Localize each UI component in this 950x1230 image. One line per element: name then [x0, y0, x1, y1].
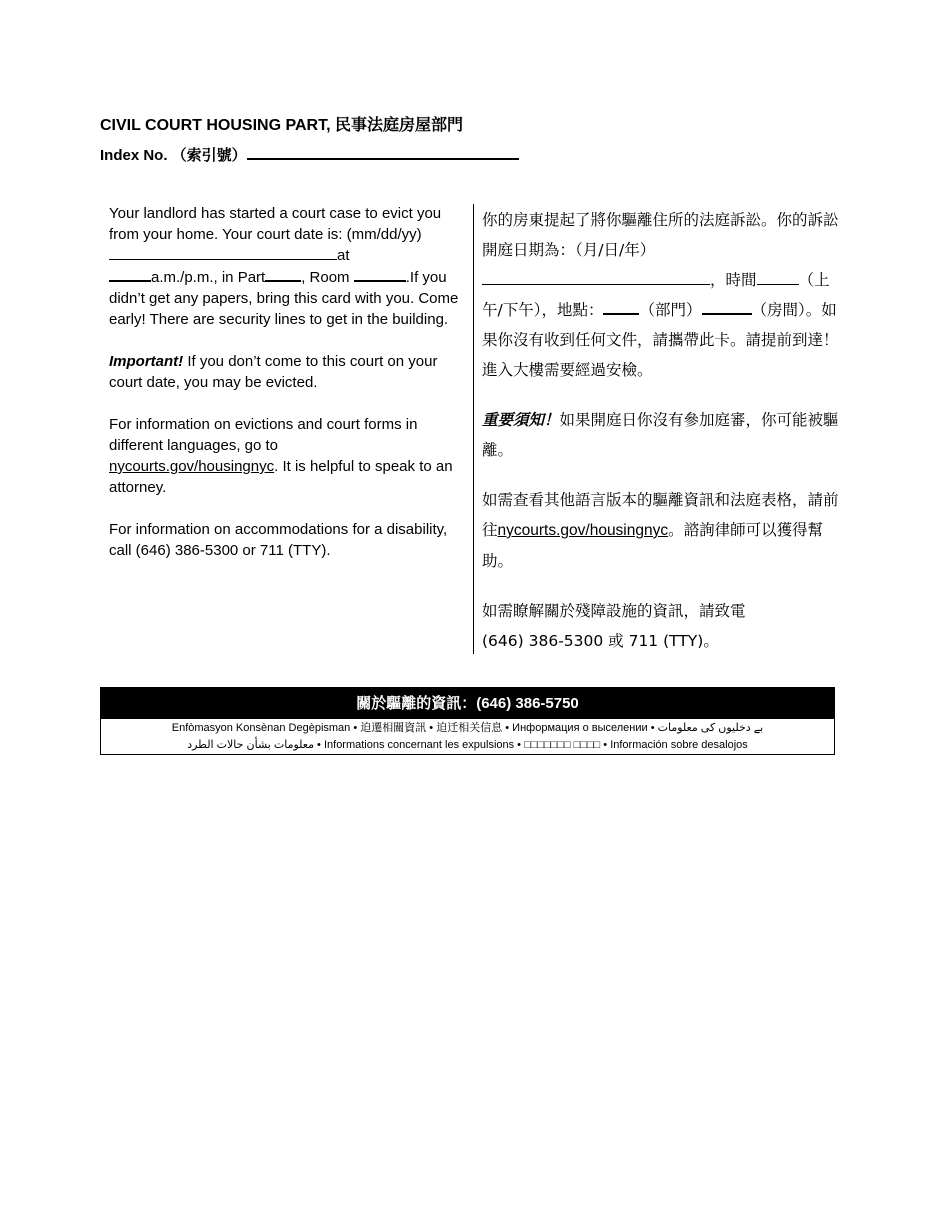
index-number-row — [100, 144, 519, 165]
at-label: at — [337, 247, 350, 264]
english-column — [109, 203, 465, 582]
info-paragraph — [109, 414, 465, 498]
zh-important-text: 如果開庭日你沒有參加庭審，你可能被驅離。 — [482, 411, 839, 459]
zh-ampm-label: （上午/下午），地點： — [482, 271, 830, 319]
info-text-a: For information on evictions and court forms in different languages, go to — [109, 416, 418, 454]
important-text: If you don’t come to this court on your court date, you may be evicted. — [109, 353, 438, 391]
zh-info-paragraph — [482, 485, 850, 576]
zh-court-date-intro: 你的房東提起了將你驅離住所的法庭訴訟。你的訴訟開庭日期為：（月/日/年） — [482, 211, 839, 259]
zh-court-date-paragraph — [482, 205, 850, 385]
zh-accommodations-paragraph — [482, 596, 850, 656]
housing-link[interactable]: nycourts.gov/housingnyc — [109, 458, 275, 475]
time-blank — [109, 266, 151, 282]
important-paragraph — [109, 351, 465, 393]
zh-time-blank — [757, 270, 799, 285]
date-blank — [109, 245, 337, 260]
accommodations-paragraph: For information on accommodations for a disability, call (646) 386-5300 or 711 (TTY). — [109, 521, 448, 559]
zh-time-label: ，時間 — [710, 271, 757, 289]
room-blank — [354, 266, 406, 282]
court-date-intro: Your landlord has started a court case to evict you from your home. Your court date is: (mm/dd/yy) — [109, 205, 442, 243]
comma: , — [301, 269, 306, 286]
column-divider — [473, 204, 474, 654]
court-date-outro: .If you didn’t get any papers, bring this card with you. Come early! There are security lines to get in the building. — [109, 269, 459, 328]
zh-room-label: （房間）。如果你沒有收到任何文件，請攜帶此卡。請提前到達！進入大樓需要經過安檢。 — [482, 301, 839, 379]
chinese-column — [482, 205, 850, 676]
court-date-paragraph — [109, 203, 465, 330]
index-number-blank — [247, 144, 519, 160]
room-label: Room — [305, 269, 354, 286]
zh-part-label: （部門） — [639, 301, 702, 319]
part-blank — [265, 266, 301, 282]
important-label: Important! — [109, 353, 184, 370]
zh-housing-link[interactable]: nycourts.gov/housingnyc — [497, 522, 669, 539]
zh-part-blank — [603, 299, 639, 315]
zh-important-paragraph — [482, 405, 850, 465]
languages-line-1: Enfòmasyon Konsènan Degèpisman • 迫遷相關資訊 • 迫迁相关信息 • Информация о выселении • بے دخلیوں کی معلومات — [171, 722, 764, 734]
zh-date-blank — [482, 270, 710, 285]
arabic-label: معلومات بشأن حالات الطرد — [187, 739, 314, 751]
languages-line-2-rest: • Informations concernant les expulsions • □□□□□□□ □□□□ • Información sobre desalojos — [314, 739, 748, 751]
ampm-part-label: a.m./p.m., in Part — [151, 269, 266, 286]
zh-important-label: 重要須知！ — [482, 411, 560, 429]
languages-line-2 — [101, 736, 834, 754]
zh-info-text-a: 如需查看其他語言版本的驅離資訊和法庭表格，請前往 — [482, 491, 839, 539]
zh-room-blank — [702, 299, 752, 315]
info-text-b: . It is helpful to speak to an attorney. — [109, 458, 453, 496]
language-footer — [100, 687, 835, 755]
page-title: CIVIL COURT HOUSING PART, 民事法庭房屋部門 — [100, 117, 463, 134]
zh-info-text-b: 。諮詢律師可以獲得幫助。 — [482, 521, 824, 570]
zh-accommodations-a: 如需瞭解關於殘障設施的資訊，請致電 — [482, 602, 746, 620]
eviction-info-bar: 關於驅離的資訊：(646) 386-5750 — [101, 688, 834, 719]
zh-accommodations-b: (646) 386-5300 或 711 (TTY)。 — [482, 632, 719, 650]
index-label: Index No. （索引號） — [100, 147, 247, 164]
